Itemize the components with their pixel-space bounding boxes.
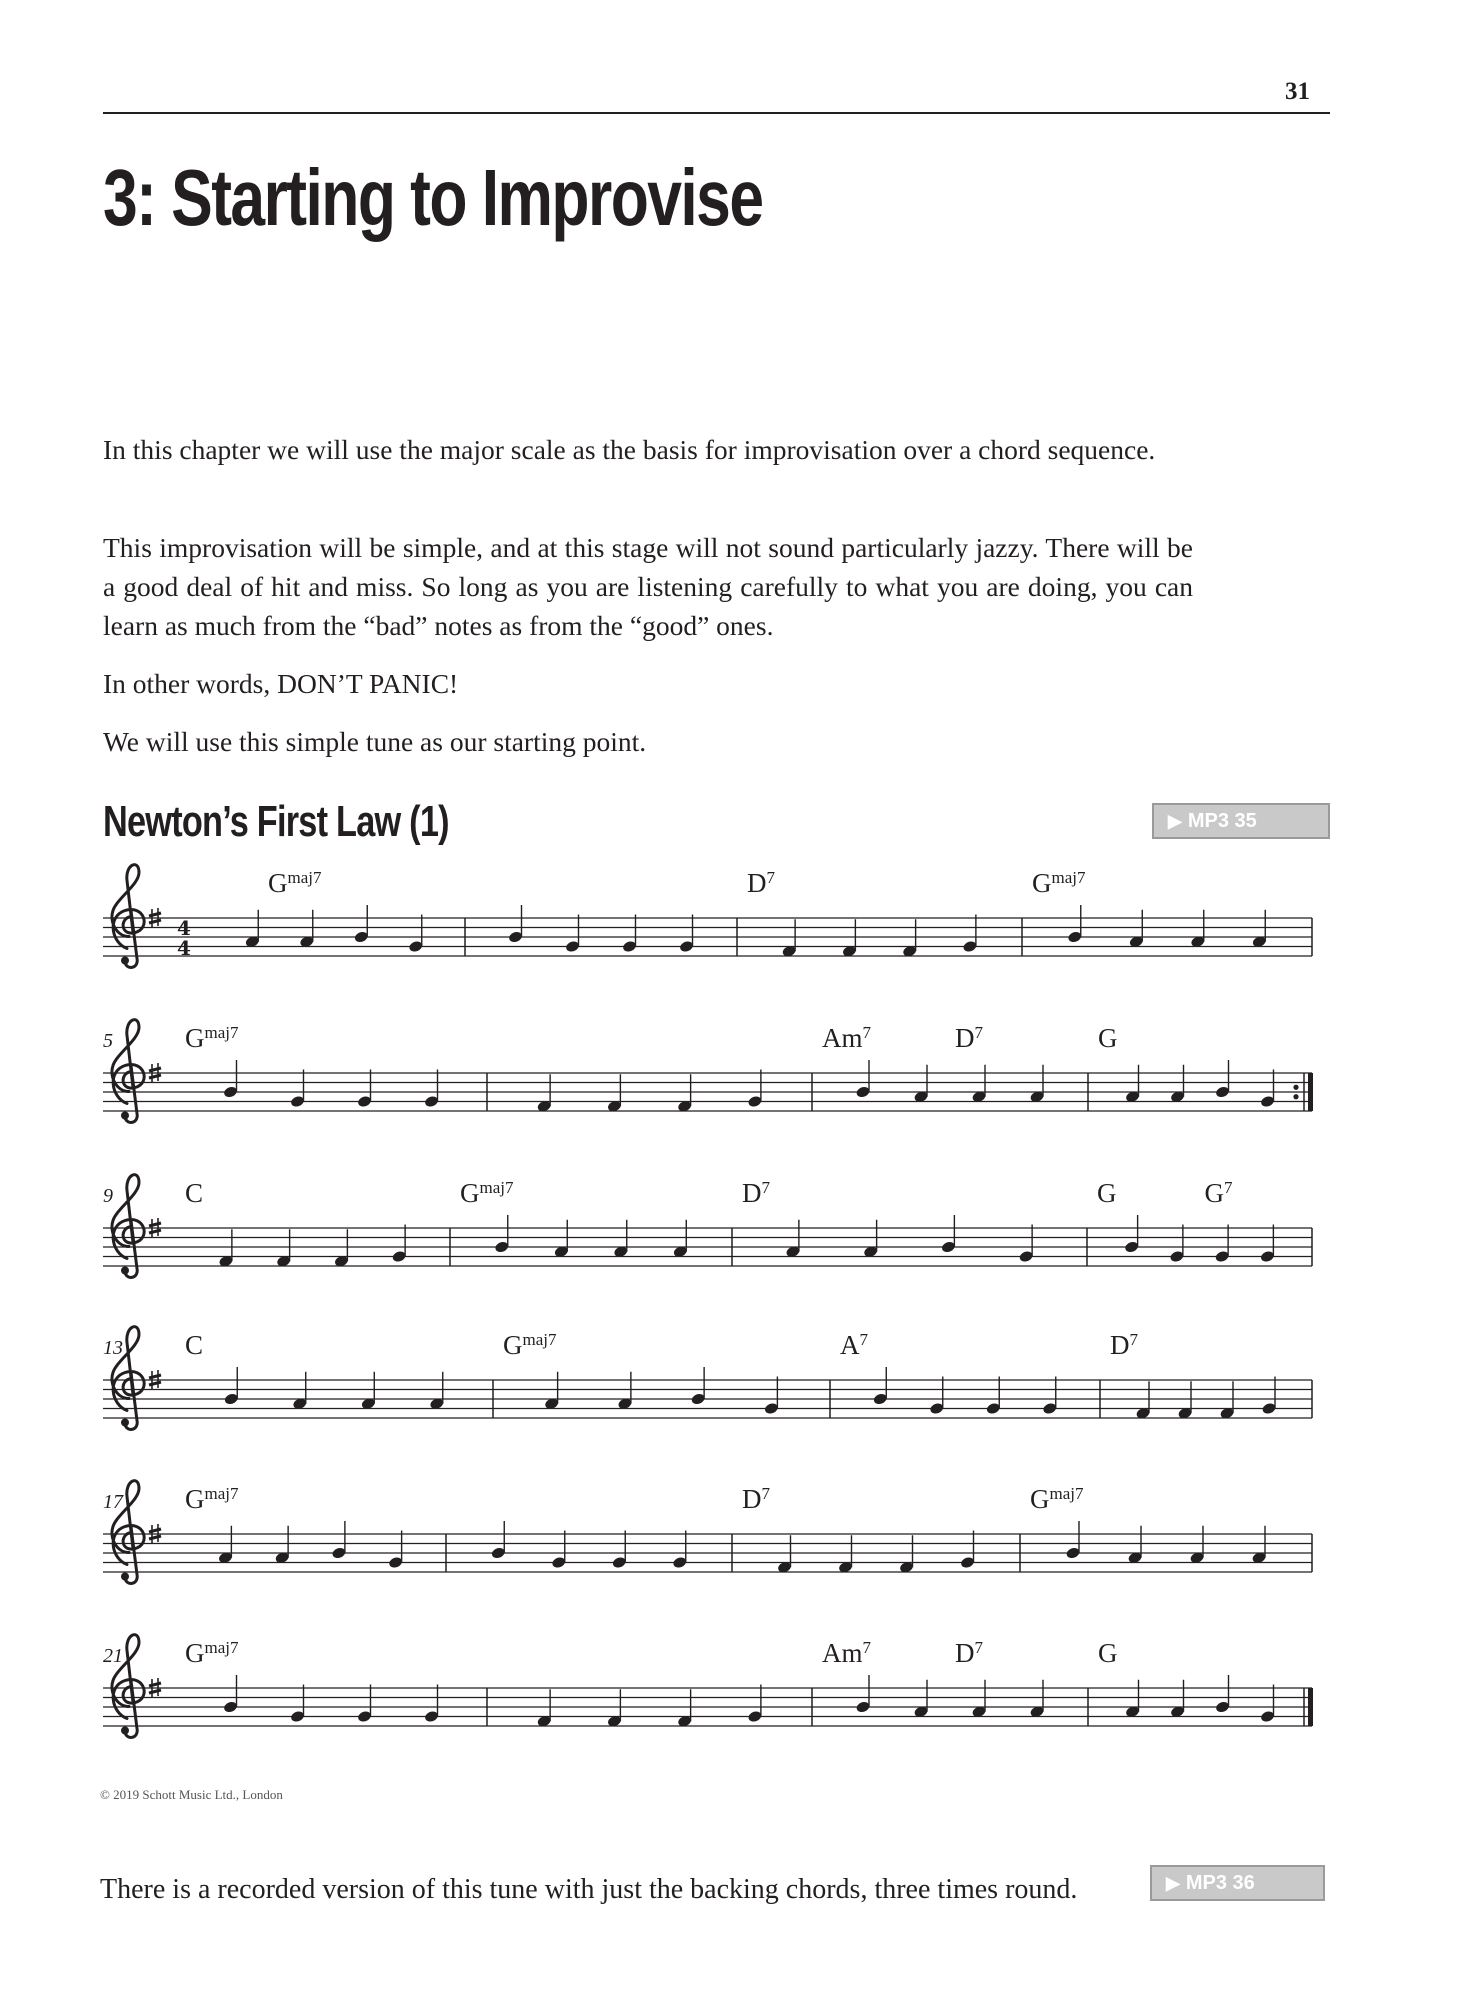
page-number: 31 (1285, 78, 1310, 105)
treble-clef-icon (112, 1175, 144, 1278)
chord-symbol: $D^7$ (747, 868, 775, 898)
copyright-notice: © 2019 Schott Music Ltd., London (100, 1787, 283, 1802)
header-rule (103, 112, 1330, 114)
chord-symbol: $A^7$ (840, 1330, 868, 1360)
staff-system (103, 865, 1312, 968)
panic-paragraph: In other words, DON’T PANIC! (103, 668, 459, 699)
chord-symbol: $G^{maj7}$ (185, 1484, 239, 1514)
chord-symbol: $G^{maj7}$ (460, 1178, 514, 1208)
sheet-music (0, 850, 1461, 1780)
chord-symbol: C (185, 1330, 204, 1360)
chord-symbol: $G^{maj7}$ (185, 1638, 239, 1668)
chord-symbol: $G^{maj7}$ (1030, 1484, 1084, 1514)
mp3-35-button[interactable] (1152, 803, 1330, 839)
chord-symbol: $D^7$ (1110, 1330, 1138, 1360)
chord-symbol: G (1097, 1178, 1117, 1208)
play-icon: ▶ (1166, 1873, 1180, 1893)
chord-symbol: C (185, 1178, 204, 1208)
mp3-label: MP3 36 (1185, 1872, 1255, 1894)
staff-system (103, 1175, 1312, 1278)
music-systems (103, 865, 1313, 1738)
measure-number: 5 (103, 1030, 113, 1052)
time-signature-top: 4 (177, 916, 191, 940)
final-bar-line (1308, 1073, 1313, 1111)
chord-symbol: $G^{maj7}$ (503, 1330, 557, 1360)
chord-symbol: Am$^7$ (822, 1023, 871, 1053)
chord-symbol: $G^7$ (1204, 1178, 1233, 1208)
chord-symbol: G (1098, 1638, 1118, 1668)
staff-system (103, 1481, 1312, 1584)
measure-number: 13 (103, 1337, 123, 1359)
treble-clef-icon (112, 1020, 144, 1123)
treble-clef-icon (112, 865, 144, 968)
time-signature-bottom: 4 (177, 936, 191, 960)
staff-system (103, 1635, 1313, 1738)
chord-symbol: $D^7$ (742, 1178, 770, 1208)
body-paragraph: This improvisation will be simple, and at this stage will not sound particularly jazzy. There will be a good deal of hit and miss. So long as you are listening carefully to what you are doing, you can learn as much from the “bad” notes as from the “good” ones. (103, 532, 1193, 641)
measure-number: 21 (103, 1645, 123, 1667)
chord-symbol: $G^{maj7}$ (185, 1023, 239, 1053)
chapter-title: 3: Starting to Improvise (103, 153, 763, 242)
chord-symbol: $D^7$ (955, 1638, 983, 1668)
tune-intro-paragraph: We will use this simple tune as our starting point. (103, 726, 647, 757)
chord-symbol: $D^7$ (955, 1023, 983, 1053)
measure-number: 17 (103, 1491, 123, 1513)
chord-symbol: $G^{maj7}$ (268, 868, 322, 898)
chord-symbol: $G^{maj7}$ (1032, 868, 1086, 898)
chord-symbol: Am$^7$ (822, 1638, 871, 1668)
chord-symbol: $D^7$ (742, 1484, 770, 1514)
repeat-dot (1293, 1085, 1298, 1090)
play-icon: ▶ (1168, 811, 1182, 831)
mp3-36-button[interactable] (1150, 1865, 1325, 1901)
final-bar-line (1308, 1688, 1313, 1726)
chord-symbol: G (1098, 1023, 1118, 1053)
repeat-dot (1293, 1094, 1298, 1099)
staff-system (103, 1327, 1312, 1430)
staff-system (103, 1020, 1313, 1123)
backing-track-note: There is a recorded version of this tune with just the backing chords, three times round. (100, 1874, 1078, 1905)
measure-number: 9 (103, 1185, 113, 1207)
mp3-label: MP3 35 (1187, 810, 1257, 832)
tune-title: Newton’s First Law (1) (103, 797, 449, 846)
intro-paragraph: In this chapter we will use the major scale as the basis for improvisation over a chord sequence. (103, 434, 1156, 465)
